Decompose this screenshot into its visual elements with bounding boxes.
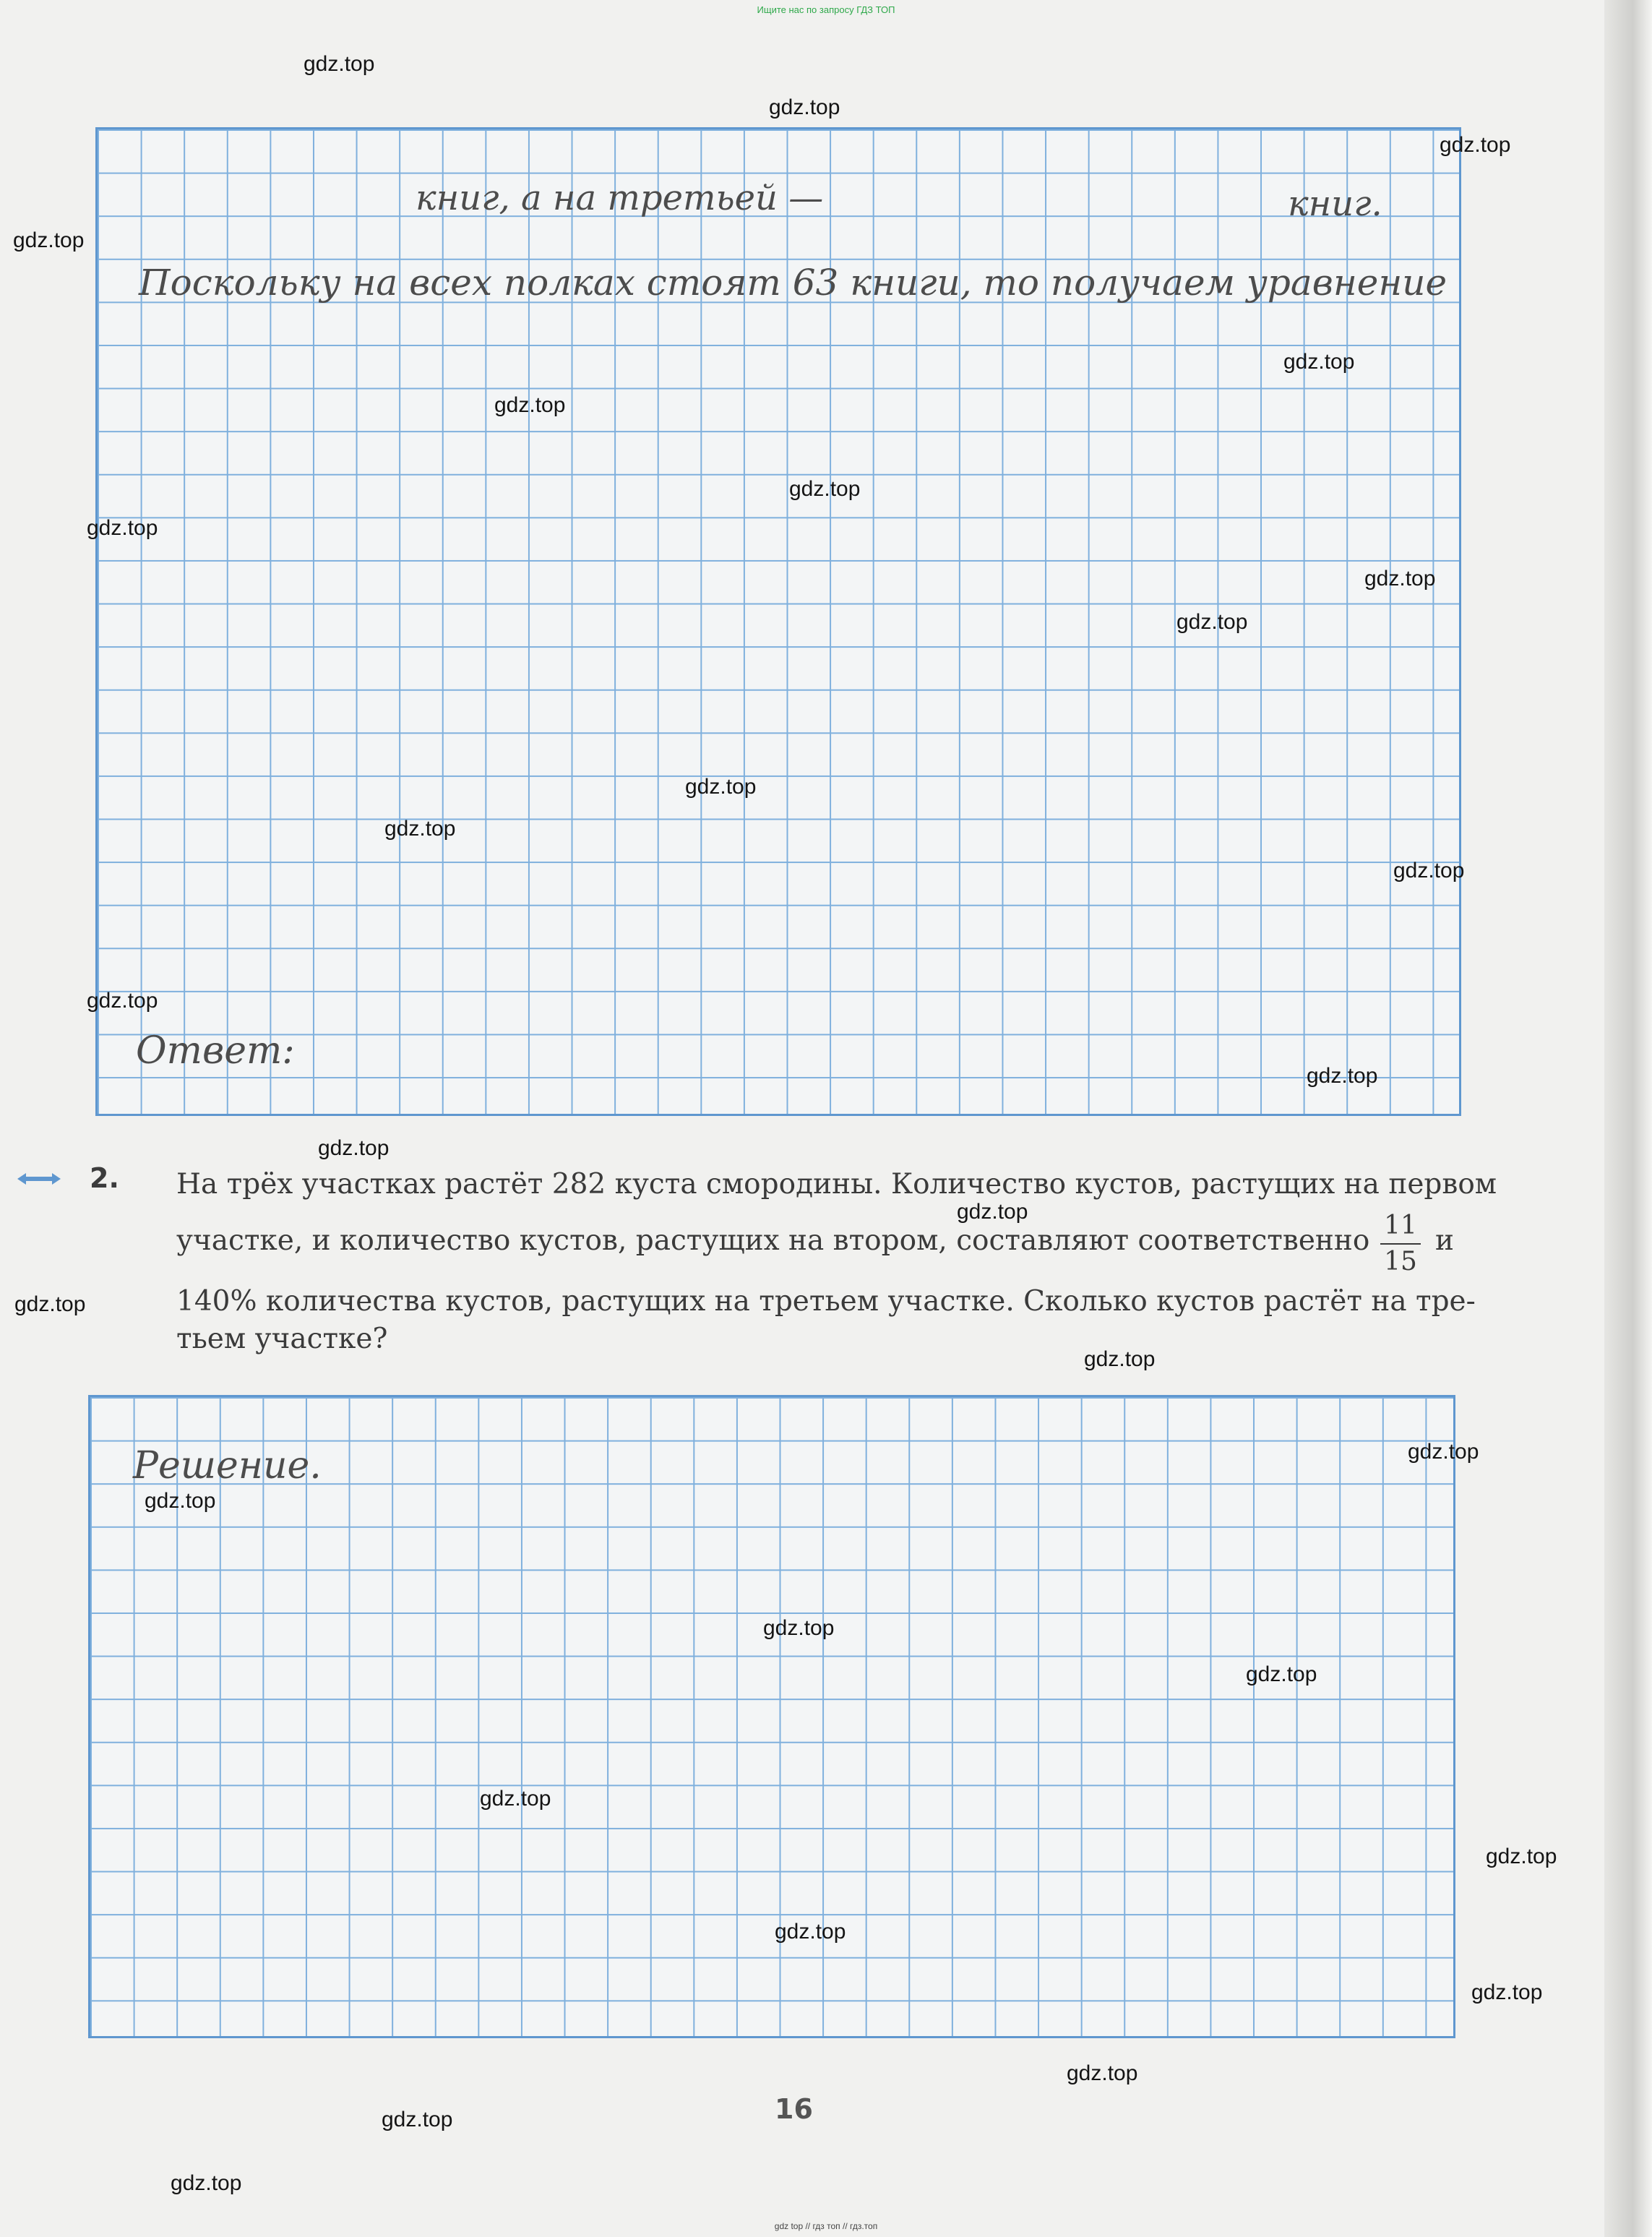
watermark: gdz.top: [87, 989, 158, 1013]
answer-grid-2: [88, 1395, 1455, 2038]
watermark: gdz.top: [775, 1920, 846, 1944]
handwritten-line-1-right: книг.: [1288, 184, 1382, 224]
fraction-bar: [1380, 1243, 1421, 1245]
top-banner[interactable]: Ищите нас по запросу ГДЗ ТОП: [757, 4, 895, 15]
task-text-line-2: участке, и количество кустов, растущих на втором, составляют соответственно: [176, 1224, 1370, 1257]
watermark: gdz.top: [382, 2108, 453, 2131]
watermark: gdz.top: [14, 1292, 86, 1316]
watermark: gdz.top: [480, 1787, 551, 1811]
watermark: gdz.top: [1440, 133, 1511, 157]
watermark: gdz.top: [145, 1489, 216, 1513]
handwritten-line-1-left: книг, а на третьей —: [416, 178, 824, 218]
watermark: gdz.top: [1176, 610, 1248, 634]
watermark: gdz.top: [13, 228, 85, 252]
watermark: gdz.top: [957, 1200, 1028, 1224]
fraction-denominator: 15: [1384, 1247, 1417, 1276]
watermark: gdz.top: [1393, 859, 1465, 883]
page-edge-shadow: [1604, 0, 1652, 2237]
watermark: gdz.top: [494, 393, 566, 417]
task-text-and: и: [1435, 1224, 1454, 1257]
watermark: gdz.top: [1307, 1064, 1378, 1088]
watermark: gdz.top: [384, 817, 456, 841]
watermark: gdz.top: [1246, 1662, 1317, 1686]
watermark: gdz.top: [1067, 2061, 1138, 2085]
watermark: gdz.top: [685, 775, 757, 799]
fraction-numerator: 11: [1384, 1211, 1417, 1240]
watermark: gdz.top: [1364, 567, 1436, 591]
watermark: gdz.top: [769, 95, 840, 119]
watermark: gdz.top: [1486, 1845, 1557, 1868]
task-text-line-4: тьем участке?: [176, 1323, 388, 1355]
watermark: gdz.top: [1084, 1347, 1156, 1371]
solution-label: Решение.: [133, 1444, 322, 1487]
double-arrow-icon: [17, 1172, 61, 1185]
handwritten-line-2: Поскольку на всех полках стоят 63 книги, то получаем уравнение: [139, 262, 1447, 304]
answer-label: Ответ:: [136, 1029, 295, 1073]
fraction: [1380, 1210, 1421, 1278]
watermark: gdz.top: [1471, 1980, 1543, 2004]
task-number: 2.: [90, 1162, 119, 1194]
watermark: gdz.top: [789, 477, 861, 501]
watermark: gdz.top: [171, 2171, 242, 2195]
task-text-line-3: 140% количества кустов, растущих на третьем участке. Сколько кустов растёт на тре-: [176, 1285, 1476, 1318]
watermark: gdz.top: [318, 1136, 390, 1160]
task-text-line-1: На трёх участках растёт 282 куста смородины. Количество кустов, растущих на первом: [176, 1168, 1497, 1201]
watermark: gdz.top: [304, 52, 375, 76]
footer-banner[interactable]: gdz top // гдз топ // гдз.топ: [774, 2221, 878, 2231]
watermark: gdz.top: [1408, 1440, 1479, 1464]
watermark: gdz.top: [87, 516, 158, 540]
watermark: gdz.top: [1283, 350, 1355, 374]
page-number: 16: [775, 2093, 813, 2125]
watermark: gdz.top: [763, 1616, 835, 1640]
